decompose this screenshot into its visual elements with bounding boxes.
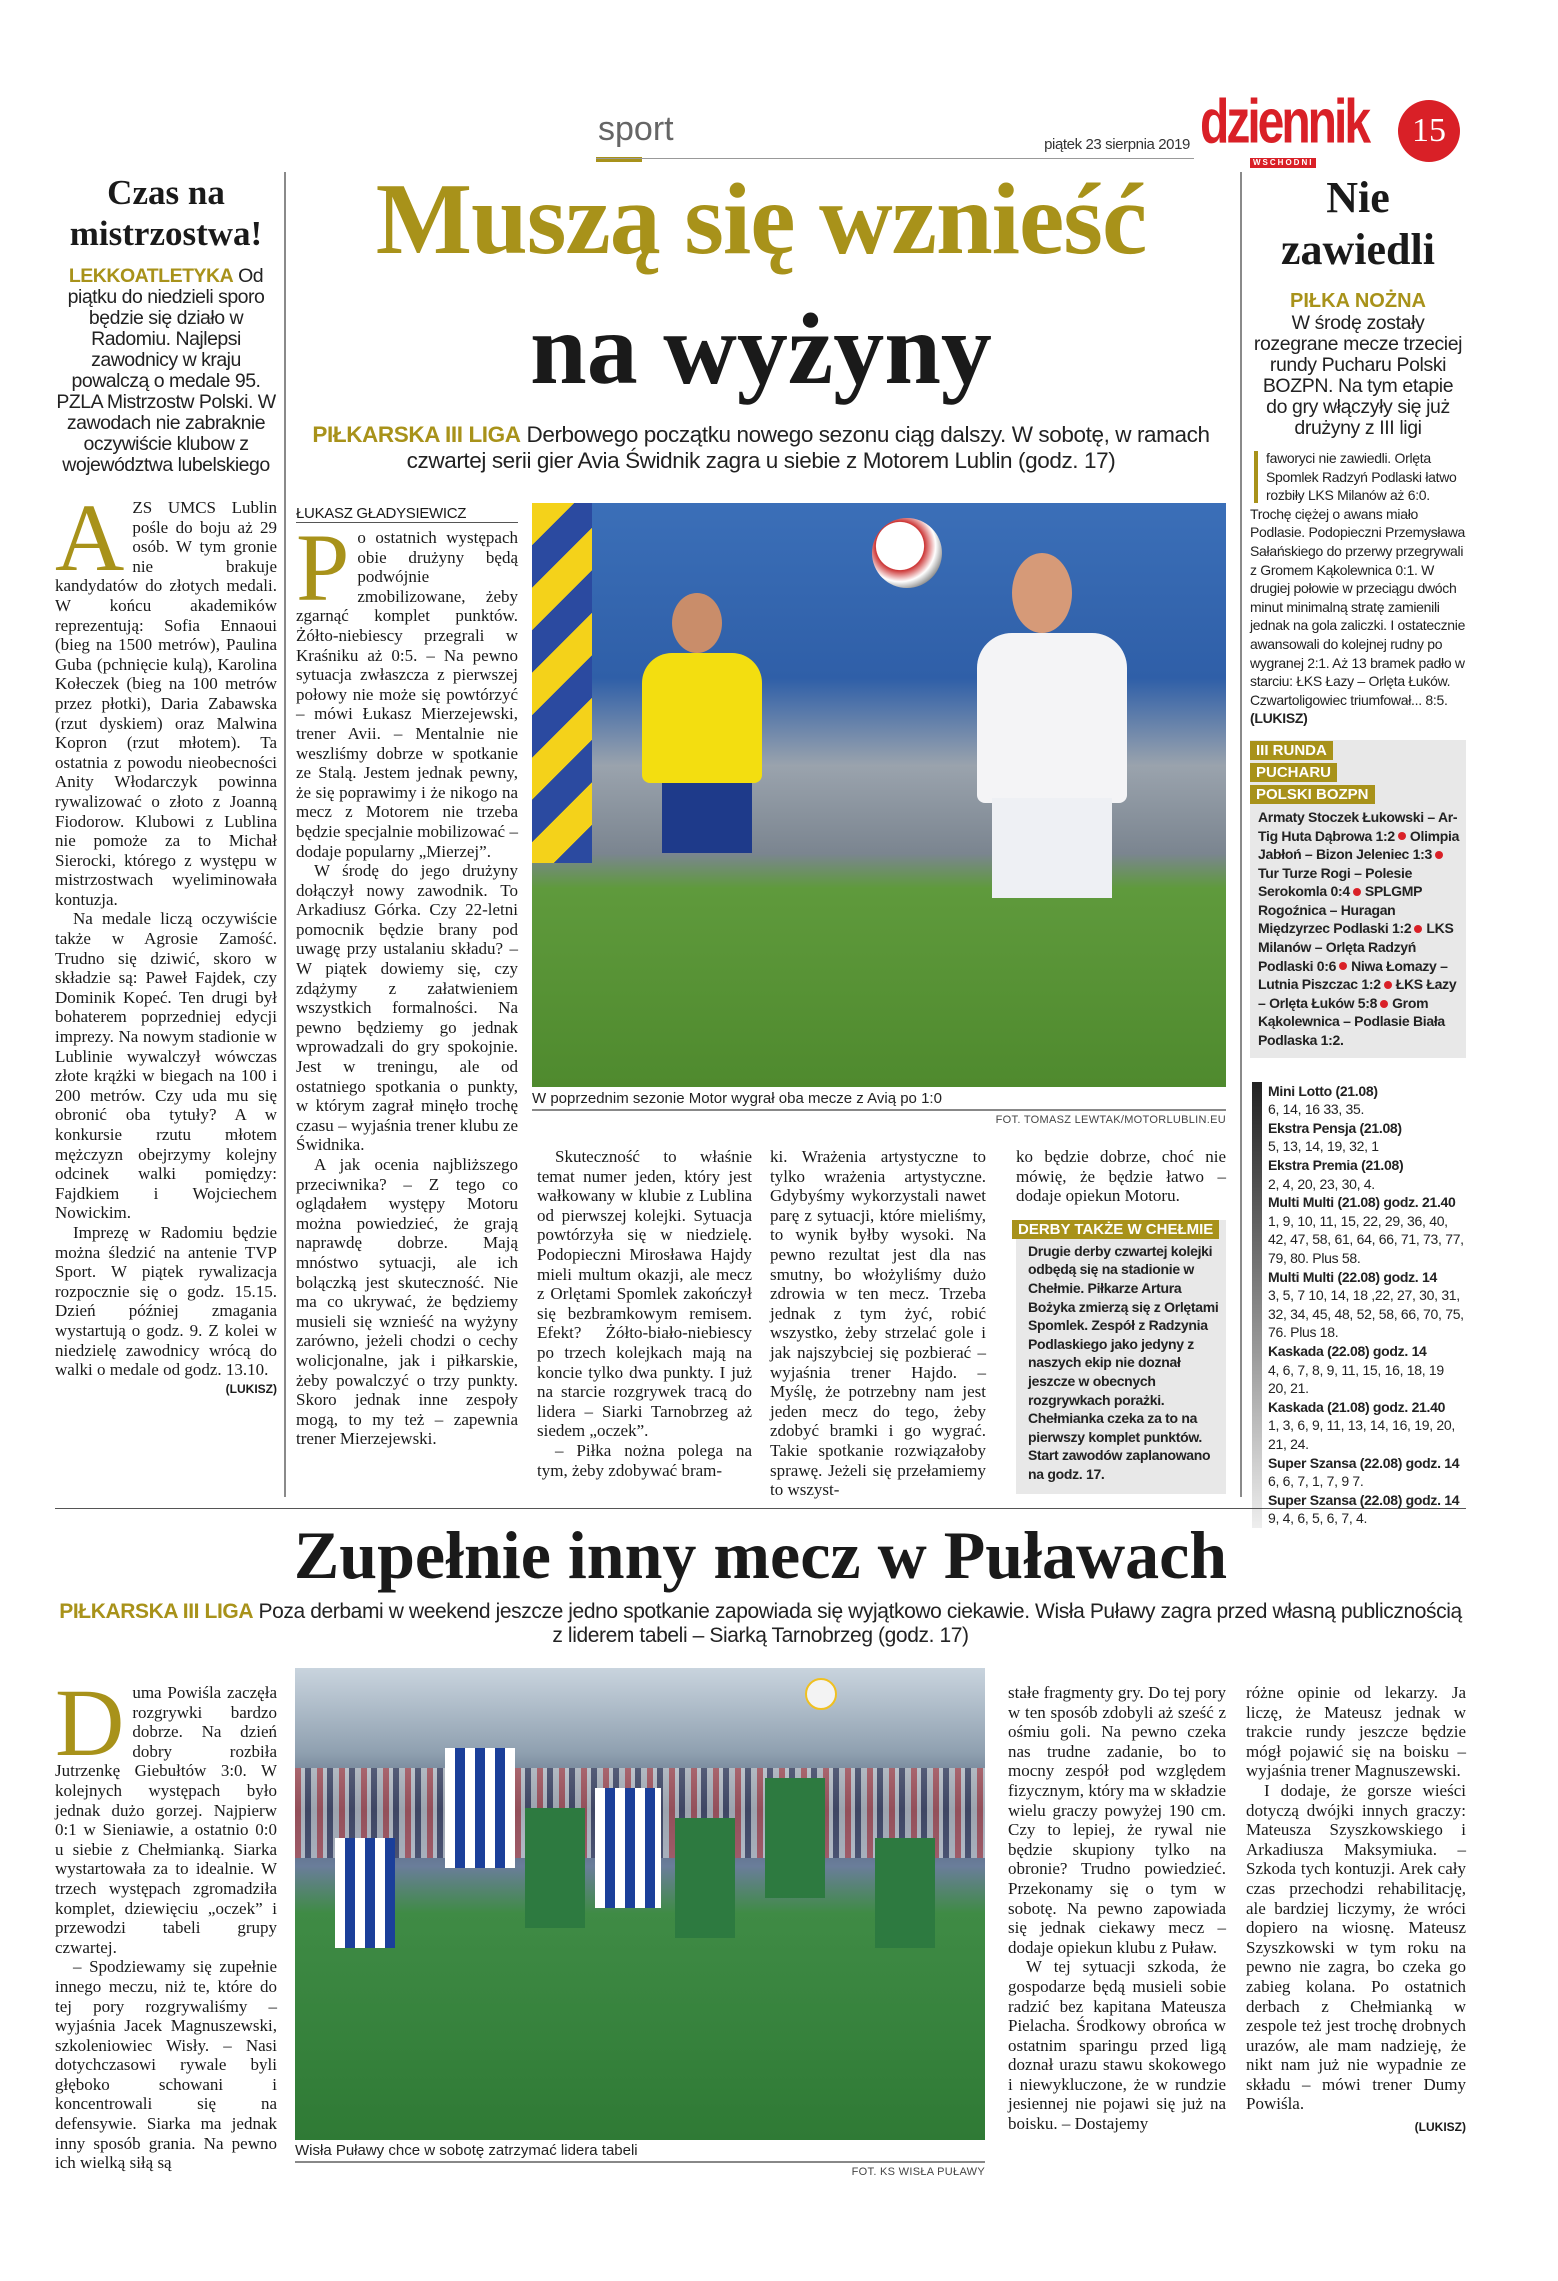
left-article xyxy=(55,172,277,1399)
player-white-blue xyxy=(445,1748,515,1868)
column-divider xyxy=(284,172,286,1497)
player-white-shorts xyxy=(992,798,1112,898)
cup-results-title: III RUNDA PUCHARU POLSKI BOZPN xyxy=(1250,741,1375,804)
main-col-3 xyxy=(770,1147,986,1500)
main-deck xyxy=(296,422,1226,474)
bottom-col-2 xyxy=(1008,1683,1226,2134)
lotto-results xyxy=(1250,1082,1466,1528)
bottom-deck xyxy=(55,1600,1466,1648)
left-article-title: Czas na mistrzostwa! xyxy=(69,173,263,253)
dropcap: P xyxy=(296,514,350,621)
lotto-gradient-bar xyxy=(1252,1082,1262,1528)
lotto-numbers: 9, 4, 6, 5, 6, 7, 4. xyxy=(1268,1510,1368,1527)
main-headline-line2: na wyżyny xyxy=(530,293,992,406)
right-article-kicker-text: PIŁKA NOŻNA xyxy=(1290,290,1426,312)
paragraph: ZS UMCS Lublin pośle do boju aż 29 osób. W tym gronie nie brakuje kandydatów do złotych medali. W końcu akademików reprezentują: Sofia Ennaoui (bieg na 1500 metrów), Paulina Guba (pchnięcie kulą), Karolina Kołeczek (bieg na 100 metrów przez płotki), Daria Zabawska (rzut dyskiem) oraz Malwina Kopron (rzut młotem). Ta ostatnia z powodu nieobecności Anity Włodarczyk powinna rywalizować o złoto z Joanną Fiodorow. Klubowi z Lublina nie pomoże za to Michał Sierocki, którego z występu w mistrzostwach wyeliminowała kontuzja. xyxy=(55,498,277,909)
paragraph: – Piłka nożna polega na tym, żeby zdobywać bram- xyxy=(537,1440,752,1480)
lotto-numbers: 1, 9, 10, 11, 15, 22, 29, 36, 40, 42, 47, 58, 61, 64, 66, 71, 73, 77, 79, 80. Plus 58. xyxy=(1268,1212,1464,1266)
bottom-col-1 xyxy=(55,1669,277,2173)
paragraph: ko będzie dobrze, choć nie mówię, że będzie łatwo – dodaje opiekun Motoru. xyxy=(1016,1147,1226,1206)
issue-date: piątek 23 sierpnia 2019 xyxy=(1044,136,1190,153)
main-headline-line1: Muszą się wznieść xyxy=(375,163,1147,276)
player-yellow xyxy=(642,653,762,783)
player-yellow-head xyxy=(672,593,722,653)
section-divider xyxy=(55,1508,1466,1509)
logo-subtitle: WSCHODNI xyxy=(1250,158,1316,168)
lotto-game-name: Super Szansa (22.08) godz. 14 xyxy=(1268,1454,1460,1471)
right-article-title-line1: Nie xyxy=(1326,173,1390,222)
derby-sidebar xyxy=(1016,1220,1226,1494)
ball-graphic xyxy=(872,518,942,588)
main-col-4 xyxy=(1016,1147,1226,1494)
cup-result: Grom Kąkolewnica – Podlasie Biała Podlaska 1:2. xyxy=(1258,994,1445,1049)
section-label: sport xyxy=(598,110,674,148)
header-rule xyxy=(596,158,1194,159)
main-kicker: PIŁKARSKA III LIGA xyxy=(312,422,521,447)
bullet-dot-icon xyxy=(1398,832,1406,840)
main-col-1 xyxy=(296,514,518,1449)
paragraph: ki. Wrażenia artystyczne to tylko wrażenia artystyczne. Gdybyśmy wykorzystali nawet parę z sytuacji, które mieliśmy, to wynik byłby wysoki. Na pewno rezultat jest dla nas smutny, bo włożyliśmy dużo zdrowia w ten mecz. Trzeba jednak z tym żyć, robić wszystko, żeby strzelać gole i jak najszybciej się pozbierać – wyjaśnia trener Hajdo. – Myślę, że potrzebny nam jest jeden mecz do tego, żeby zdobyć bramki i go wygrać. Takie spotkanie rozwiązałoby sprawę. Jeżeli się przełamiemy to wszyst- xyxy=(770,1147,986,1500)
right-article-text: faworyci nie zawiedli. Orlęta Spomlek Radzyń Podlaski łatwo rozbiły LKS Milanów aż 6:0. Trochę ciężej o awans miało Podlasie. Podopieczni Przemysława Sałańskiego do przerwy przegrywali z Gromem Kąkolewnica 0:1. W drugiej połowie w przeciągu dwóch minut minimalną stratę zamienili jednak na gola zaliczki. I ostatecznie awansowali do kolejnej rudny po wygranej 2:1. Aż 13 bramek padło w starciu: ŁKS Łazy – Orlęta Łuków. Czwartoligowiec triumfował... 8:5. xyxy=(1250,450,1466,708)
lotto-game-name: Mini Lotto (21.08) xyxy=(1268,1082,1378,1099)
right-article xyxy=(1250,172,1466,1528)
derby-sidebar-text: Drugie derby czwartej kolejki odbędą się na stadionie w Chełmie. Piłkarze Artura Bożyka zmierzą się z Orlętami Spomlek. Zespół z Radzynia Podlaskiego jako jedyny z naszych ekip nie doznał jeszcze w obecnych rozgrywkach porażki. Chełmianka czeka za to na pierwszy komplet punktów. Start zawodów zaplanowano na godz. 17. xyxy=(1028,1242,1219,1482)
cup-results-box xyxy=(1250,740,1466,1058)
right-article-body xyxy=(1250,449,1466,728)
lotto-game-name: Kaskada (22.08) godz. 14 xyxy=(1268,1342,1427,1359)
player-green xyxy=(875,1838,935,1948)
lotto-game-name: Ekstra Premia (21.08) xyxy=(1268,1157,1404,1173)
player-yellow-shorts xyxy=(662,783,752,853)
lotto-game-name: Multi Multi (22.08) godz. 14 xyxy=(1268,1268,1437,1285)
lotto-game-name: Super Szansa (22.08) godz. 14 xyxy=(1268,1491,1460,1508)
signature: (LUKISZ) xyxy=(1414,2120,1466,2135)
paragraph: stałe fragmenty gry. Do tej pory w ten sposób zdobyli aż sześć z ośmiu goli. Na pewno czeka nas trudne zadanie, bo to mocny zespół pod względem fizycznym, który ma w składzie wielu graczy powyżej 190 cm. Czy to lepiej, że rywal nie będzie skupiony tylko na obronie? Trudno powiedzieć. Przekonamy się o tym w sobotę. Na pewno zapowiada się jednak ciekawy mecz – dodaje opiekun klubu z Puław. xyxy=(1008,1683,1226,1957)
lotto-numbers: 6, 14, 16 33, 35. xyxy=(1268,1101,1365,1118)
signature: (LUKISZ) xyxy=(1250,710,1308,727)
paragraph: Imprezę w Radomiu będzie można śledzić na antenie TVP Sport. W piątek rywalizacja rozpocznie się o godz. 15.15. Dzień później zmagania wystartują o godz. 9. Z kolei w niedzielę zawodnicy wrócą do walki o medale od godz. 13.10. xyxy=(55,1222,277,1380)
paragraph: różne opinie od lekarzy. Ja liczę, że Mateusz jednak w trakcie rundy jeszcze będzie mógł pojawić się na boisku – wyjaśnia trener Magnuszewski. xyxy=(1246,1683,1466,1781)
paragraph: o ostatnich występach obie drużyny będą podwójnie zmobilizowane, żeby zgarnąć komplet punktów. Żółto-niebiescy przegrali w Kraśniku aż 0:5. – Na pewno sytuacja zwłaszcza z pierwszej połowy nie może się powtórzyć – mówi Łukasz Mierzejewski, trener Avii. – Mentalnie nie weszliśmy dobrze w spotkanie ze Stalą. Jestem jednak pewny, że się poprawimy i że nikogo na mecz z Motorem nie trzeba będzie specjalnie mobilizować – dodaje popularny „Mierzej”. xyxy=(296,528,518,861)
main-photo-credit: FOT. TOMASZ LEWTAK/MOTORLUBLIN.EU xyxy=(995,1114,1226,1126)
cup-result: ŁKS Łazy – Orlęta Łuków 5:8 xyxy=(1258,976,1457,1011)
bottom-col-3 xyxy=(1246,1683,1466,2138)
left-article-body xyxy=(55,484,277,1399)
right-article-deck: W środę zostały rozegrane mecze trzeciej rundy Pucharu Polski BOZPN. Na tym etapie do gry włączyły się już drużyny z III ligi xyxy=(1253,312,1463,439)
main-col-4-text xyxy=(1016,1147,1226,1206)
paragraph: W tej sytuacji szkoda, że gospodarze będą musieli sobie radzić bez kapitana Mateusza Pielacha. Środkowy obrońca w ostatnim sparingu przed ligą doznał urazu stawu skokowego i niewykluczone, że w rundzie jesiennej nie pojawi się już na boisku. – Dostajemy xyxy=(1008,1957,1226,2134)
flag-graphic xyxy=(532,503,592,863)
bottom-kicker: PIŁKARSKA III LIGA xyxy=(59,1600,254,1623)
player-white-blue xyxy=(595,1788,661,1908)
player-white xyxy=(977,633,1127,803)
lotto-list xyxy=(1268,1082,1466,1528)
bottom-deck-text: Poza derbami w weekend jeszcze jedno spotkanie zapowiada się wyjątkowo ciekawie. Wisła Puławy zagra przed własną publicznością z liderem tabeli – Siarką Tarnobrzeg (godz. 17) xyxy=(258,1600,1462,1647)
player-white-head xyxy=(1012,553,1072,633)
lotto-game-name: Ekstra Pensja (21.08) xyxy=(1268,1119,1402,1136)
lotto-numbers: 2, 4, 20, 23, 30, 4. xyxy=(1268,1175,1375,1192)
paragraph: W środę do jego drużyny dołączył nowy zawodnik. To Arkadiusz Górka. Czy 22-letni pomocnik będzie brany pod uwagę przy ustalaniu składu? – W piątek dowiemy się, czy zdążymy z załatwieniem wszystkich formalności. Na pewno będziemy go jednak wprowadzali do gry spokojnie. Jest w treningu, ale od ostatniego spotkania o punkty, w którym zagrał minęło trochę czasu – wyjaśnia trener klubu ze Świdnika. xyxy=(296,861,518,1155)
player-white-blue xyxy=(335,1838,395,1948)
main-photo xyxy=(532,503,1226,1087)
bullet-dot-icon xyxy=(1414,925,1422,933)
bullet-dot-icon xyxy=(1435,851,1443,859)
paragraph: I dodaje, że gorsze wieści dotyczą dwójki innych graczy: Mateusza Szyszkowskiego i Arkadiusza Maksymiuka. – Szkoda tych kontuzji. Arek cały czas przechodzi rehabilitację, ale bardziej liczymy, że wróci dopiero na wiosnę. Mateusz Szyszkowski w tym roku na pewno nie zagra, bo czeka go zabieg kolana. Po ostatnich derbach z Chełmianką w zespole też jest trochę drobnych urazów, ale mam nadzieję, że nikt nam już nie wypadnie ze składu – mówi trener Dumy Powiśla. xyxy=(1246,1780,1466,2114)
cup-result: LKS Milanów – Orlęta Radzyń Podlaski 0:6 xyxy=(1258,920,1454,974)
main-deck-text: Derbowego początku nowego sezonu ciąg dalszy. W sobotę, w ramach czwartej serii gier Avia Świdnik zagra u siebie z Motorem Lublin (godz. 17) xyxy=(406,422,1210,473)
ball-graphic xyxy=(805,1678,837,1710)
player-green xyxy=(675,1818,735,1938)
paragraph: uma Powiśla zaczęła rozgrywki bardzo dobrze. Na dzień dobry rozbiła Jutrzenkę Giebułtów 3:0. W kolejnych występach było jednak dużo gorzej. Najpierw 0:1 w Sieniawie, a ostatnio 0:0 u siebie z Chełmianką. Siarka wystartowała za to idealnie. W trzech występach zgromadziła komplet, dziewięciu „oczek” i przewodzi tabeli grupy czwartej. xyxy=(55,1683,277,1957)
byline: ŁUKASZ GŁADYSIEWICZ xyxy=(296,505,518,523)
lotto-game-name: Multi Multi (21.08) godz. 21.40 xyxy=(1268,1194,1456,1211)
dropcap: D xyxy=(55,1669,125,1776)
cup-results-list xyxy=(1250,806,1466,1050)
logo: dziennik xyxy=(1200,88,1369,157)
cup-result: Olimpia Jabłoń – Bizon Jeleniec 1:3 xyxy=(1258,827,1460,863)
lotto-game-name: Kaskada (21.08) godz. 21.40 xyxy=(1268,1398,1446,1415)
lotto-numbers: 6, 6, 7, 1, 7, 9 7. xyxy=(1268,1473,1364,1490)
lotto-numbers: 4, 6, 7, 8, 9, 11, 15, 16, 18, 19 20, 21. xyxy=(1268,1361,1444,1397)
page-number: 15 xyxy=(1398,100,1460,162)
paragraph: – Spodziewamy się zupełnie innego meczu, niż te, które do tej pory rozgrywaliśmy – wyjaśnia Jacek Magnuszewski, szkoleniowiec Wisły. – Nasi dotychczasowi rywale byli głęboko schowani i koncentrowali się na defensywie. Siarka ma jednak inny sposób grania. Na pewno ich wielką siłą są xyxy=(55,1957,277,2173)
bottom-photo-credit: FOT. KS WISŁA PUŁAWY xyxy=(851,2166,985,2178)
lead-marker xyxy=(1254,451,1258,503)
player-green xyxy=(525,1808,585,1928)
main-photo-caption: W poprzednim sezonie Motor wygrał oba mecze z Avią po 1:0 xyxy=(532,1090,1226,1111)
bottom-headline: Zupełnie inny mecz w Puławach xyxy=(293,1517,1228,1593)
left-article-kicker: LEKKOATLETYKA xyxy=(68,265,234,287)
derby-sidebar-title: DERBY TAKŻE W CHEŁMIE xyxy=(1012,1220,1219,1239)
bullet-dot-icon xyxy=(1380,1000,1388,1008)
paragraph: Skuteczność to właśnie temat numer jeden, który jest wałkowany w klubie z Lublina od pierwszej kolejki. Sytuacja powtórzyła się w niedzielę. Podopieczni Mirosława Hajdy mieli multum okazji, ale mecz z Orlętami Spomlek zakończył się bezbramkowym remisem. Efekt? Żółto-biało-niebiescy po trzech kolejkach mają na koncie tylko dwa punkty. I już na starcie rozgrywek tracą do lidera – Siarki Tarnobrzeg aż siedem „oczek”. xyxy=(537,1147,752,1441)
bullet-dot-icon xyxy=(1353,888,1361,896)
dropcap: A xyxy=(55,484,125,591)
player-green xyxy=(765,1778,825,1898)
cup-result: Tur Turze Rogi – Polesie Serokomla 0:4 xyxy=(1258,864,1413,900)
lotto-numbers: 1, 3, 6, 9, 11, 13, 14, 16, 19, 20, 21, 24. xyxy=(1268,1417,1455,1452)
left-article-deck-text: Od piątku do niedzieli sporo będzie się działo w Radomiu. Najlepsi zawodnicy w kraju powalczą o medale 95. PZLA Mistrzostw Polski. W zawodach nie zabraknie oczywiście klubow z województwa lubelskiego xyxy=(56,265,276,476)
right-article-title-line2: zawiedli xyxy=(1281,225,1435,274)
right-article-kicker xyxy=(1250,290,1466,313)
cup-result: SPLGMP Rogoźnica – Huragan Międzyrzec Podlaski 1:2 xyxy=(1258,883,1422,937)
left-article-deck xyxy=(55,266,277,476)
bullet-dot-icon xyxy=(1384,981,1392,989)
cup-result: Armaty Stoczek Łukowski – Ar-Tig Huta Dąbrowa 1:2 xyxy=(1258,808,1458,844)
main-col-2 xyxy=(537,1147,752,1480)
bottom-photo-caption: Wisła Puławy chce w sobotę zatrzymać lidera tabeli xyxy=(295,2142,985,2163)
column-divider xyxy=(1240,172,1242,1497)
bottom-photo xyxy=(295,1668,985,2140)
paragraph: A jak ocenia najbliższego przeciwnika? – Z tego co oglądałem występy Motoru można powiedzieć, że grają naprawdę dobrze. Mają mnóstwo sytuacji, ale ich bolączką jest skuteczność. Nie ma co ukrywać, że będziemy musieli się wznieść na wyżyny zarówno, jeżeli chodzi o cechy wolicjonalne, jak i piłkarskie, żeby powalczyć o trzy punkty. Skoro jednak inne zespoły mogą, to my też – zapewnia trener Mierzejewski. xyxy=(296,1155,518,1449)
signature: (LUKISZ) xyxy=(225,1381,277,1396)
lotto-numbers: 3, 5, 7 10, 14, 18 ,22, 27, 30, 31, 32, 34, 45, 48, 52, 58, 66, 70, 75, 76. Plus 18. xyxy=(1268,1287,1464,1341)
lotto-numbers: 5, 13, 14, 19, 32, 1 xyxy=(1268,1138,1379,1155)
paragraph: Na medale liczą oczywiście także w Agrosie Zamość. Trudno się dziwić, skoro w składzie są: Paweł Fajdek, czy Dominik Kopeć. Ten drugi był bohaterem poprzedniej edycji imprezy. Na nowym stadionie w Lublinie wywalczył wówczas złote krążki w biegach na 100 i 200 metrów. Czy uda mu się obronić oba tytuły? A w konkursie rzutu młotem mężczyzn obejrzymy kolejny odcinek walki pomiędzy: Fajdkiem i Wojciechem Nowickim. xyxy=(55,909,277,1223)
cup-result: Niwa Łomazy – Lutnia Piszczac 1:2 xyxy=(1258,957,1448,993)
bullet-dot-icon xyxy=(1339,962,1347,970)
